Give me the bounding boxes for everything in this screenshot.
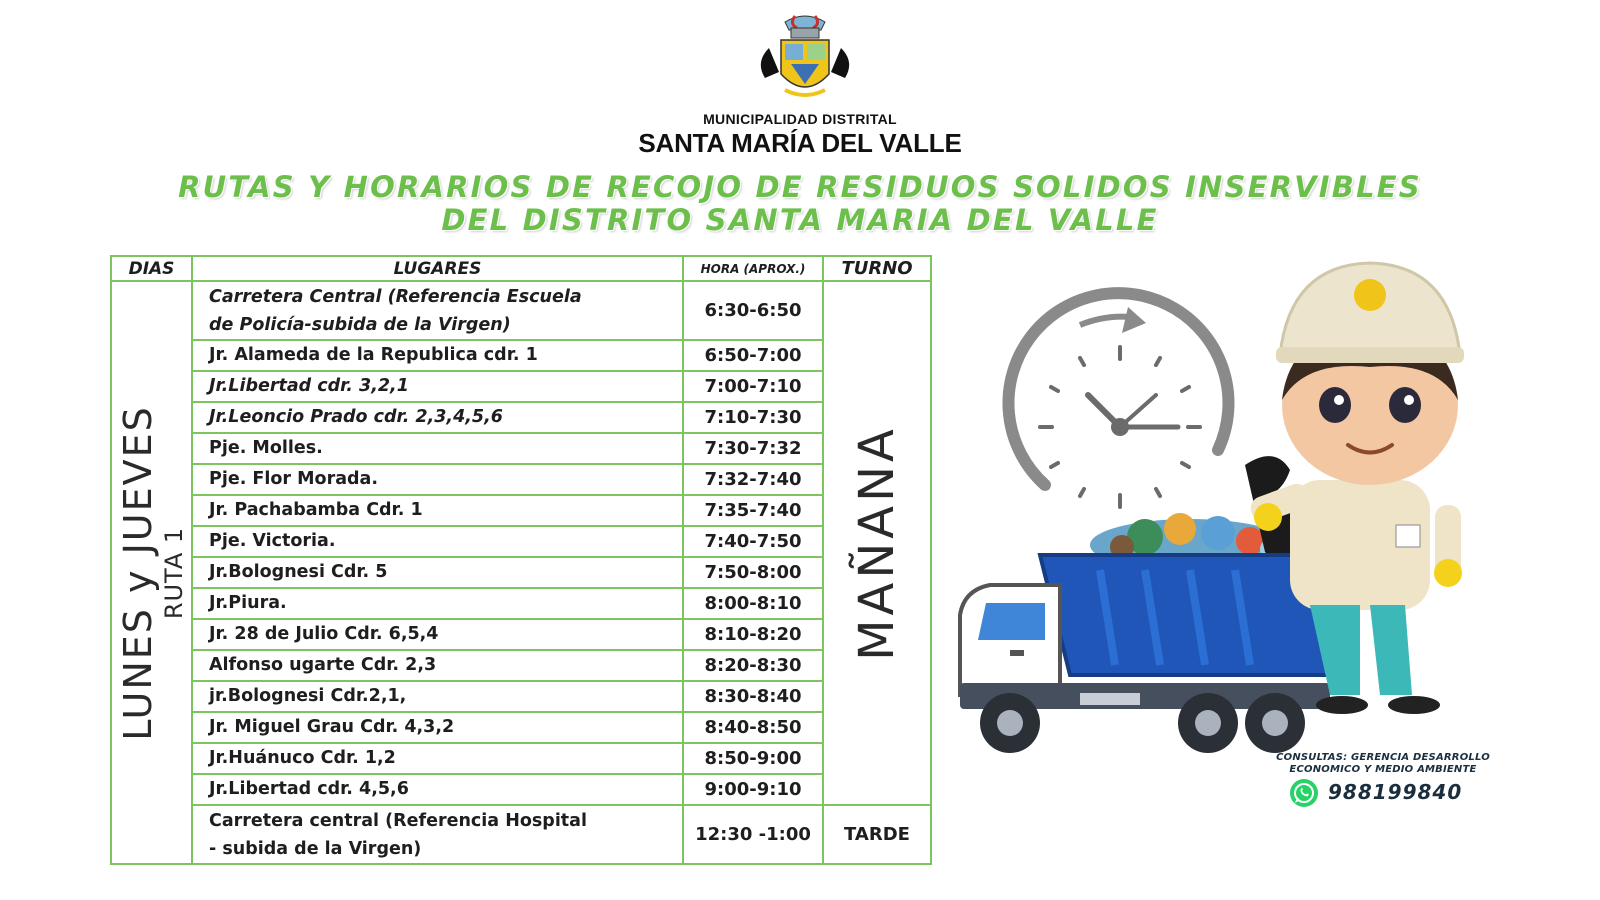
garbage-truck	[960, 555, 1335, 753]
table-row	[111, 712, 931, 743]
table-row	[111, 805, 931, 864]
header-turno: TURNO	[823, 256, 931, 281]
time-cell: 7:40-7:50	[683, 526, 823, 557]
place-cell: Jr.Libertad cdr. 4,5,6	[192, 774, 683, 805]
route-label: RUTA 1	[159, 526, 188, 619]
time-cell: 9:00-9:10	[683, 774, 823, 805]
table-row	[111, 650, 931, 681]
municipality-label: MUNICIPALIDAD DISTRITAL	[703, 111, 897, 127]
table-row	[111, 464, 931, 495]
table-row	[111, 619, 931, 650]
contact-phone[interactable]: 988199840	[1328, 780, 1463, 804]
page-title-line2: DEL DISTRITO SANTA MARIA DEL VALLE	[441, 203, 1159, 237]
time-cell: 8:20-8:30	[683, 650, 823, 681]
schedule-table	[110, 255, 932, 865]
place-cell: Jr.Piura.	[192, 588, 683, 619]
shift-morning-cell	[823, 281, 931, 805]
place-line1: Carretera Central (Referencia Escuela	[209, 287, 582, 307]
table-row	[111, 433, 931, 464]
table-row	[111, 774, 931, 805]
time-cell: 6:30-6:50	[683, 281, 823, 340]
contact-line2: ECONOMICO Y MEDIO AMBIENTE	[1289, 764, 1477, 775]
header-hora: HORA (APROX.)	[683, 256, 823, 281]
time-cell: 8:30-8:40	[683, 681, 823, 712]
place-cell: Jr. Alameda de la Republica cdr. 1	[192, 340, 683, 371]
contact-line1: CONSULTAS: GERENCIA DESARROLLO	[1276, 752, 1490, 763]
place-cell: Alfonso ugarte Cdr. 2,3	[192, 650, 683, 681]
table-row	[111, 281, 931, 340]
table-row	[111, 681, 931, 712]
days-cell	[111, 281, 192, 864]
place-cell: jr.Bolognesi Cdr.2,1,	[192, 681, 683, 712]
place-cell: Pje. Molles.	[192, 433, 683, 464]
table-row	[111, 371, 931, 402]
place-line1: Carretera central (Referencia Hospital	[209, 811, 587, 831]
place-line2: de Policía-subida de la Virgen)	[209, 315, 511, 335]
place-cell: Pje. Flor Morada.	[192, 464, 683, 495]
table-row	[111, 495, 931, 526]
time-cell: 8:10-8:20	[683, 619, 823, 650]
place-cell: Jr.Bolognesi Cdr. 5	[192, 557, 683, 588]
time-cell: 7:10-7:30	[683, 402, 823, 433]
time-cell: 8:00-8:10	[683, 588, 823, 619]
header-dias: DIAS	[111, 256, 192, 281]
time-cell: 7:00-7:10	[683, 371, 823, 402]
clock-icon	[1008, 293, 1228, 515]
table-row	[111, 340, 931, 371]
time-cell: 8:50-9:00	[683, 743, 823, 774]
place-cell: Jr. Miguel Grau Cdr. 4,3,2	[192, 712, 683, 743]
contact-info	[1258, 752, 1508, 776]
table-row	[111, 402, 931, 433]
garbage-truck-worker-illustration	[950, 255, 1510, 755]
place-cell	[192, 281, 683, 340]
place-line2: - subida de la Virgen)	[209, 839, 422, 859]
shift-afternoon-cell: TARDE	[823, 805, 931, 864]
place-cell	[192, 805, 683, 864]
time-cell: 12:30 -1:00	[683, 805, 823, 864]
table-row	[111, 526, 931, 557]
place-cell: Jr. 28 de Julio Cdr. 6,5,4	[192, 619, 683, 650]
time-cell: 8:40-8:50	[683, 712, 823, 743]
shift-morning-label: MAÑANA	[849, 425, 905, 661]
municipality-crest-logo	[755, 14, 855, 110]
table-row	[111, 588, 931, 619]
place-cell: Jr.Libertad cdr. 3,2,1	[192, 371, 683, 402]
days-label: LUNES y JUEVES	[115, 404, 160, 741]
place-cell: Pje. Victoria.	[192, 526, 683, 557]
time-cell: 7:32-7:40	[683, 464, 823, 495]
time-cell: 7:35-7:40	[683, 495, 823, 526]
time-cell: 7:50-8:00	[683, 557, 823, 588]
place-cell: Jr.Huánuco Cdr. 1,2	[192, 743, 683, 774]
time-cell: 7:30-7:32	[683, 433, 823, 464]
table-row	[111, 743, 931, 774]
time-cell: 6:50-7:00	[683, 340, 823, 371]
table-row	[111, 557, 931, 588]
header-lugares: LUGARES	[192, 256, 683, 281]
page-title-line1: RUTAS Y HORARIOS DE RECOJO DE RESIDUOS SOLIDOS INSERVIBLES	[178, 170, 1422, 204]
municipality-name: SANTA MARÍA DEL VALLE	[638, 128, 962, 158]
whatsapp-icon	[1289, 778, 1319, 808]
place-cell: Jr.Leoncio Prado cdr. 2,3,4,5,6	[192, 402, 683, 433]
place-cell: Jr. Pachabamba Cdr. 1	[192, 495, 683, 526]
